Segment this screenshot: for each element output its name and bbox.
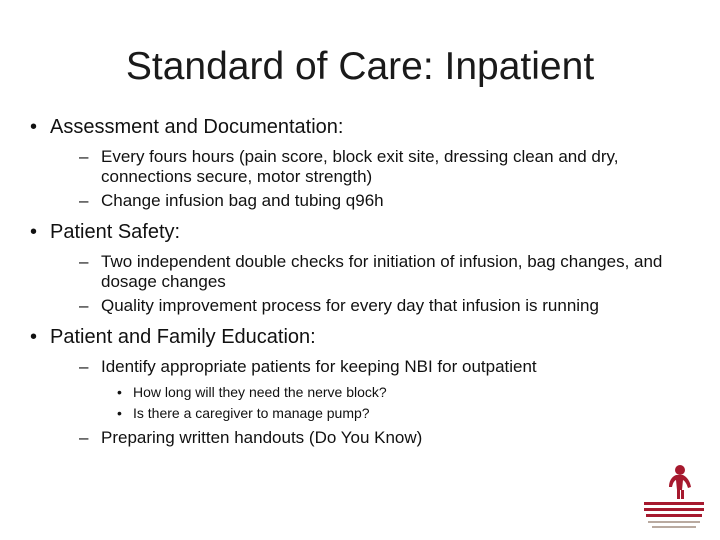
section-heading-patient-safety bbox=[30, 220, 680, 244]
sub-list-item-text: Is there a caregiver to manage pump? bbox=[133, 405, 370, 421]
section-heading-assessment bbox=[30, 115, 680, 139]
list-item bbox=[79, 191, 680, 211]
dash-icon: – bbox=[79, 296, 89, 315]
section-heading-education bbox=[30, 325, 680, 349]
sub-list-item bbox=[117, 404, 680, 423]
bullet-icon: • bbox=[117, 405, 122, 421]
list-item-text: Change infusion bag and tubing q96h bbox=[101, 191, 384, 210]
section-heading-text: Patient Safety: bbox=[50, 221, 181, 243]
st-jude-logo bbox=[636, 462, 712, 534]
bullet-icon: • bbox=[30, 116, 38, 138]
bullet-icon: • bbox=[30, 221, 38, 243]
list-item bbox=[79, 252, 680, 292]
dash-icon: – bbox=[79, 191, 89, 210]
bullet-icon: • bbox=[117, 384, 122, 400]
list-item-text: Preparing written handouts (Do You Know) bbox=[101, 428, 423, 447]
dash-icon: – bbox=[79, 147, 89, 166]
list-item bbox=[79, 428, 680, 448]
bullet-icon: • bbox=[30, 326, 38, 348]
slide-content bbox=[0, 115, 720, 448]
sub-list-item bbox=[117, 383, 680, 402]
slide-title: Standard of Care: Inpatient bbox=[125, 45, 595, 88]
section-heading-text: Assessment and Documentation: bbox=[50, 116, 344, 138]
dash-icon: – bbox=[79, 252, 89, 271]
list-item bbox=[79, 357, 680, 377]
section-heading-text: Patient and Family Education: bbox=[50, 326, 316, 348]
dash-icon: – bbox=[79, 357, 89, 376]
list-item-text: Every fours hours (pain score, block exit site, dressing clean and dry, connections secure, motor strength) bbox=[101, 147, 619, 186]
list-item-text: Identify appropriate patients for keeping NBI for outpatient bbox=[101, 357, 537, 376]
list-item bbox=[79, 147, 680, 187]
list-item-text: Two independent double checks for initiation of infusion, bag changes, and dosage changes bbox=[101, 252, 663, 291]
dash-icon: – bbox=[79, 428, 89, 447]
sub-list-item-text: How long will they need the nerve block? bbox=[133, 384, 387, 400]
st-jude-logo-icon bbox=[636, 462, 712, 534]
list-item bbox=[79, 296, 680, 316]
list-item-text: Quality improvement process for every day that infusion is running bbox=[101, 296, 599, 315]
